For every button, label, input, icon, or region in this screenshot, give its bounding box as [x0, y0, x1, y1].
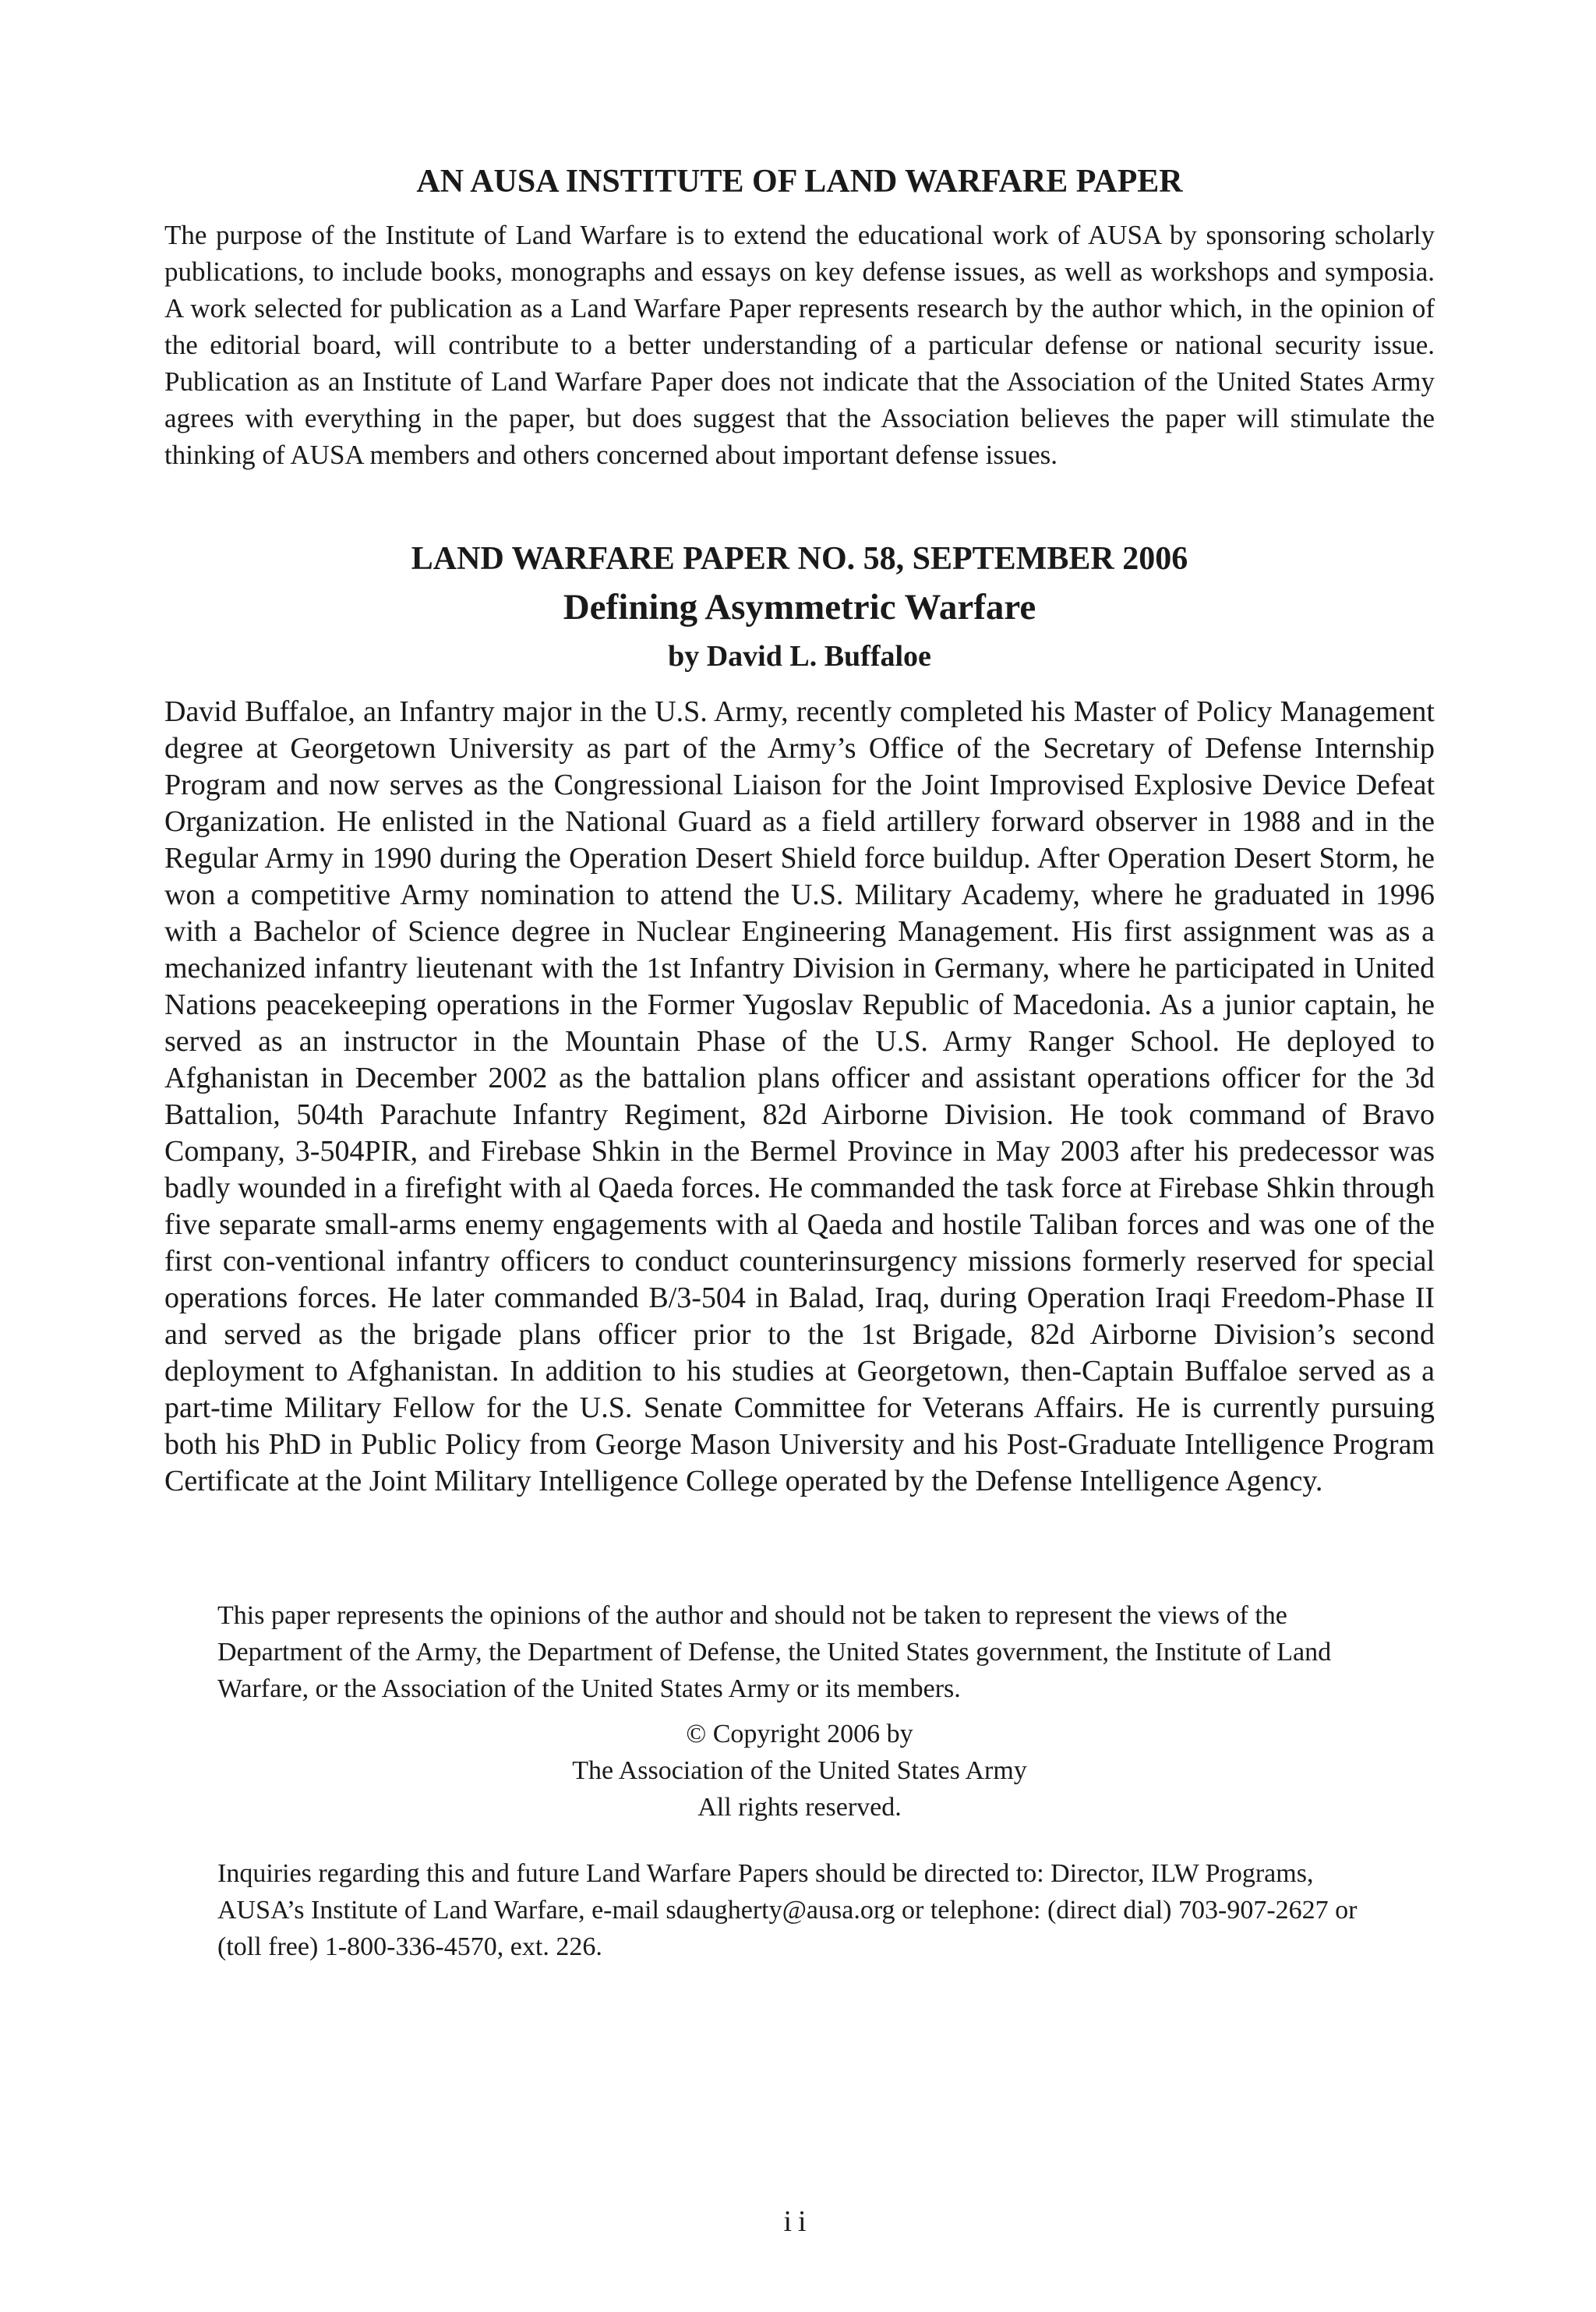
author-bio-paragraph: David Buffaloe, an Infantry major in the U.S. Army, recently completed his Master of Policy Management degree at Georgetown University as part of the Army’s Office of the Secretary of Defense Internship Program and now serves as the Congressional Liaison for the Joint Improvised Explosive Device Defeat Organization. He enlisted in the National Guard as a field artillery forward observer in 1988 and in the Regular Army in 1990 during the Operation Desert Shield force buildup. After Operation Desert Storm, he won a competitive Army nomination to attend the U.S. Military Academy, where he graduated in 1996 with a Bachelor of Science degree in Nuclear Engineering Management. His first assignment was as a mechanized infantry lieutenant with the 1st Infantry Division in Germany, where he participated in United Nations peacekeeping operations in the Former Yugoslav Republic of Macedonia. As a junior captain, he served as an instructor in the Mountain Phase of the U.S. Army Ranger School. He deployed to Afghanistan in December 2002 as the battalion plans officer and assistant operations officer for the 3d Battalion, 504th Parachute Infantry Regiment, 82d Airborne Division. He took command of Bravo Company, 3-504PIR, and Firebase Shkin in the Bermel Province in May 2003 after his predecessor was badly wounded in a firefight with al Qaeda forces. He commanded the task force at Firebase Shkin through five separate small-arms enemy engagements with al Qaeda and hostile Taliban forces and was one of the first con-ventional infantry officers to conduct counterinsurgency missions formerly reserved for special operations forces. He later commanded B/3-504 in Balad, Iraq, during Operation Iraqi Freedom-Phase II and served as the brigade plans officer prior to the 1st Brigade, 82d Airborne Division’s second deployment to Afghanistan. In addition to his studies at Georgetown, then-Captain Buffaloe served as a part-time Military Fellow for the U.S. Senate Committee for Veterans Affairs. He is currently pursuing both his PhD in Public Policy from George Mason University and his Post-Graduate Intelligence Program Certificate at the Joint Military Intelligence College operated by the Defense Intelligence Agency.: [164, 695, 1435, 1497]
paper-byline: by David L. Buffaloe: [668, 640, 931, 673]
rights-reserved: All rights reserved.: [697, 1793, 902, 1822]
paper-title: Defining Asymmetric Warfare: [563, 587, 1036, 627]
ilw-paper-heading: AN AUSA INSTITUTE OF LAND WARFARE PAPER: [416, 164, 1183, 200]
copyright-line: © Copyright 2006 by: [686, 1720, 913, 1748]
inquiries-paragraph: Inquiries regarding this and future Land Warfare Papers should be directed to: Director, ILW Programs, AUSA’s Institute of Land Warfare, e-mail sdaugherty@ausa.org or telephone: (direct dial) 703-907-2627 or (toll free) 1-800-336-4570, ext. 226.: [217, 1859, 1358, 1961]
purpose-paragraph: The purpose of the Institute of Land Warfare is to extend the educational work of AUSA by sponsoring scholarly publications, to include books, monographs and essays on key defense issues, as well as workshops and symposia. A work selected for publication as a Land Warfare Paper represents research by the author which, in the opinion of the editorial board, will contribute to a better understanding of a particular defense or national security issue. Publication as an Institute of Land Warfare Paper does not indicate that the Association of the United States Army agrees with everything in the paper, but does suggest that the Association believes the paper will stimulate the thinking of AUSA members and others concerned about important defense issues.: [164, 220, 1435, 470]
copyright-holder: The Association of the United States Army: [572, 1756, 1027, 1785]
disclaimer-paragraph: This paper represents the opinions of the author and should not be taken to represent the views of the Department of the Army, the Department of Defense, the United States government, the Institute of Land Warfare, or the Association of the United States Army or its members.: [217, 1601, 1332, 1703]
copyright-block: [217, 1716, 1382, 1826]
paper-number-line: LAND WARFARE PAPER NO. 58, SEPTEMBER 2006: [411, 541, 1188, 577]
page-number: ii: [783, 2205, 813, 2238]
